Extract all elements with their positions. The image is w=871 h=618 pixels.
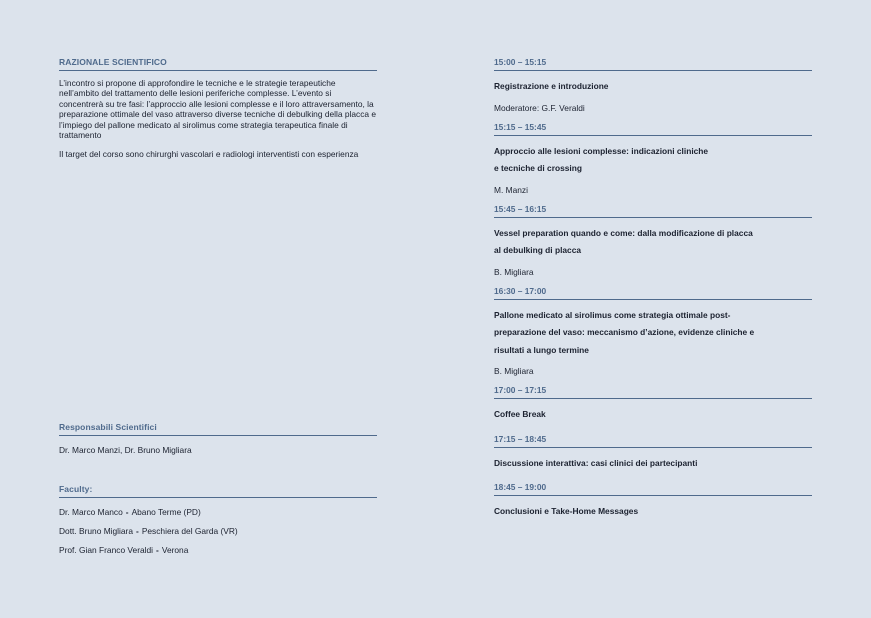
session-title [494, 307, 812, 360]
session-speaker: B. Migliara [494, 366, 534, 376]
faculty-member [59, 545, 377, 555]
session-title-line: Approccio alle lesioni complesse: indicazioni cliniche [494, 145, 709, 156]
faculty-name: Dott. Bruno Migliara [59, 526, 134, 536]
session-speaker: B. Migliara [494, 266, 534, 277]
time-slot: 15:45 – 16:15 [494, 204, 812, 218]
time-slot: 17:15 – 18:45 [494, 434, 812, 448]
faculty-section [59, 484, 377, 555]
responsabili-title: Responsabili Scientifici [59, 422, 377, 436]
faculty-member [59, 507, 377, 517]
session-title: Conclusioni e Take-Home Messages [494, 506, 639, 516]
time-slot: 18:45 – 19:00 [494, 482, 812, 496]
faculty-title: Faculty: [59, 484, 377, 498]
rationale-section [59, 57, 377, 160]
session-title: Coffee Break [494, 409, 546, 419]
time-slot: 15:15 – 15:45 [494, 122, 812, 136]
faculty-separator: - [136, 526, 139, 536]
faculty-separator: - [156, 545, 159, 555]
faculty-place: Peschiera del Garda (VR) [141, 526, 238, 536]
responsabili-section [59, 422, 377, 455]
faculty-name: Dr. Marco Manco [59, 507, 123, 517]
session-title-line: risultati a lungo termine [494, 344, 589, 355]
program-schedule [494, 57, 812, 521]
faculty-member [59, 526, 377, 536]
session-title-line: preparazione del vaso: meccanismo d’azione, evidenze cliniche e [494, 327, 755, 337]
time-slot: 15:00 – 15:15 [494, 57, 812, 71]
time-slot: 16:30 – 17:00 [494, 286, 812, 300]
rationale-paragraph: L’incontro si propone di approfondire le tecniche e le strategie terapeutiche nell’ambito del trattamento delle lesioni periferiche complesse. L’evento si concentrerà su tre fasi: l’approccio alle lesioni complesse e il loro attraversamento, la preparazione ottimale del vaso attraverso diverse tecniche di debulking della placca e l’impiego del pallone medicato al sirolimus come strategia terapeutica finale di trattamento [59, 78, 377, 141]
rationale-title: RAZIONALE SCIENTIFICO [59, 57, 377, 71]
session-speaker: Moderatore: G.F. Veraldi [494, 102, 585, 113]
session-speaker: M. Manzi [494, 184, 528, 195]
responsabili-names: Dr. Marco Manzi, Dr. Bruno Migliara [59, 445, 192, 455]
session-title-line: Pallone medicato al sirolimus come strategia ottimale post- [494, 309, 731, 320]
faculty-separator: - [125, 507, 129, 517]
session-title: Registrazione e introduzione [494, 81, 609, 91]
time-slot: 17:00 – 17:15 [494, 385, 812, 399]
faculty-place: Abano Terme (PD) [131, 507, 201, 517]
session-title: Discussione interattiva: casi clinici dei partecipanti [494, 457, 698, 468]
session-title-line: Vessel preparation quando e come: dalla modificazione di placca [494, 227, 753, 238]
session-title-line: al debulking di placca [494, 245, 582, 255]
rationale-target-paragraph: Il target del corso sono chirurghi vascolari e radiologi interventisti con esperienza [59, 149, 359, 160]
session-title [494, 143, 812, 178]
session-title [494, 225, 812, 260]
faculty-name: Prof. Gian Franco Veraldi [59, 545, 154, 555]
faculty-place: Verona [161, 545, 189, 555]
session-title-line: e tecniche di crossing [494, 163, 582, 173]
